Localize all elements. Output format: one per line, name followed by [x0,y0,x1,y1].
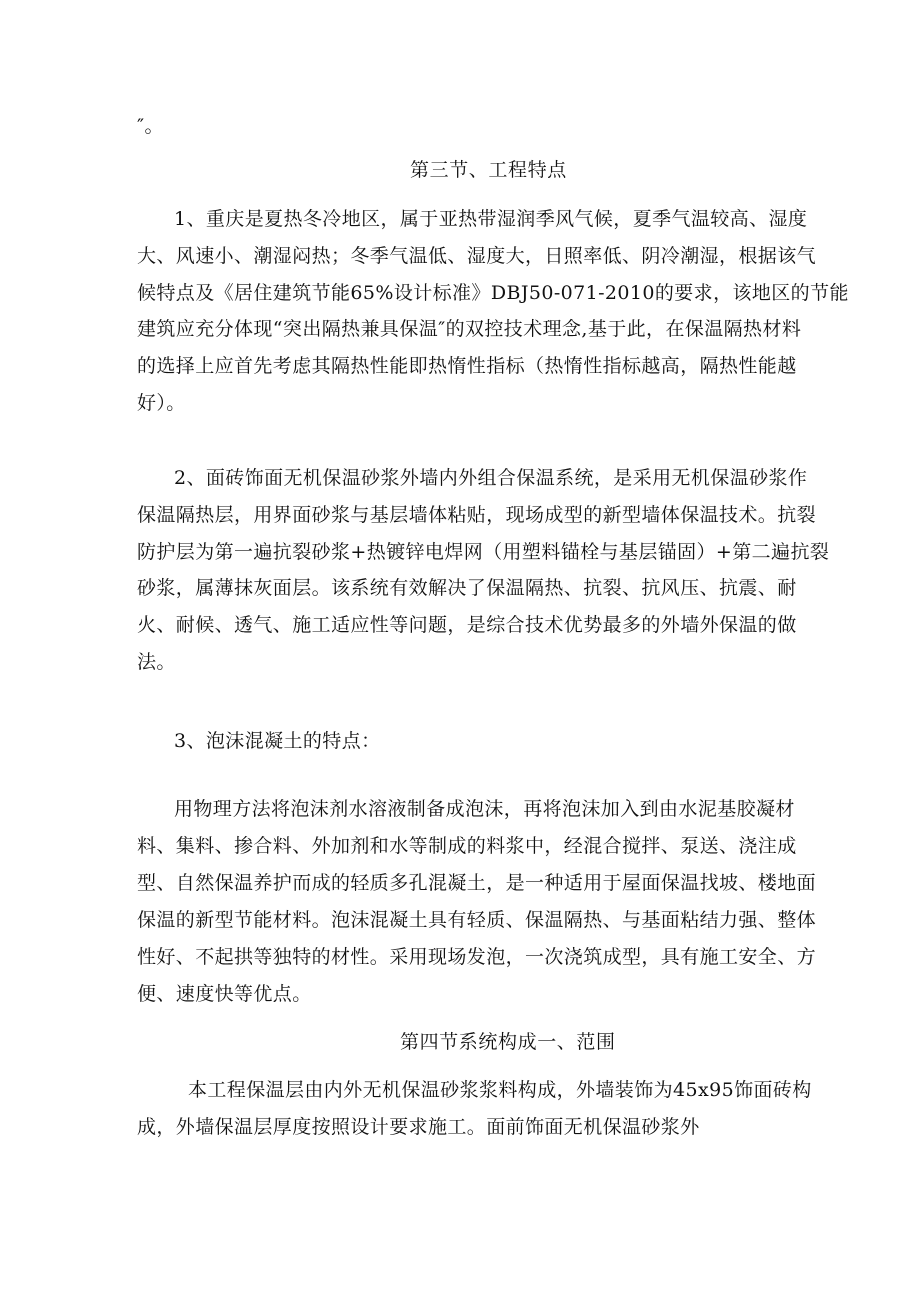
para3-line: 型、自然保温养护而成的轻质多孔混凝土，是一种适用于屋面保温找坡、楼地面 [137,872,817,894]
para2-line: 防护层为第一遍抗裂砂浆+热镀锌电焊网（用塑料锚栓与基层锚固）+第二遍抗裂 [137,541,830,563]
para4-line: 成，外墙保温层厚度按照设计要求施工。面前饰面无机保温砂浆外 [137,1116,700,1138]
para4-line: 本工程保温层由内外无机保温砂浆浆料构成，外墙装饰为45x95饰面砖构 [188,1079,812,1101]
para3-line: 保温的新型节能材料。泡沫混凝土具有轻质、保温隔热、与基面粘结力强、整体 [137,909,817,931]
text-fragment-top: ″。 [137,115,164,137]
section-4-title: 第四节系统构成一、范围 [400,1031,616,1053]
para2-line: 保温隔热层，用界面砂浆与基层墙体粘贴，现场成型的新型墙体保温技术。抗裂 [137,504,817,526]
section-3-title: 第三节、工程特点 [410,159,567,181]
para1-line: 大、风速小、潮湿闷热；冬季气温低、湿度大，日照率低、阴冷潮湿，根据该气 [137,245,817,267]
para2-line: 火、耐候、透气、施工适应性等问题，是综合技术优势最多的外墙外保温的做 [137,614,797,636]
para3-line: 性好、不起拱等独特的材性。采用现场发泡，一次浇筑成型，具有施工安全、方 [137,946,817,968]
para3-title: 3、泡沫混凝土的特点： [174,730,381,752]
para2-line: 砂浆，属薄抹灰面层。该系统有效解决了保温隔热、抗裂、抗风压、抗震、耐 [137,577,797,599]
para1-line: 候特点及《居住建筑节能65%设计标准》DBJ50-071-2010的要求，该地区的节能 [137,282,849,304]
para1-line: 建筑应充分体现“突出隔热兼具保温″的双控技术理念,基于此，在保温隔热材料 [137,318,802,340]
para1-line: 好）。 [137,392,186,414]
para1-line: 1、重庆是夏热冬冷地区，属于亚热带湿润季风气候，夏季气温较高、湿度 [174,208,808,230]
para2-line: 法。 [137,651,176,673]
para2-line: 2、面砖饰面无机保温砂浆外墙内外组合保温系统，是采用无机保温砂浆作 [174,467,808,489]
para3-line: 便、速度快等优点。 [137,983,312,1005]
para1-line: 的选择上应首先考虑其隔热性能即热惰性指标（热惰性指标越高，隔热性能越 [137,355,797,377]
para3-line: 料、集料、掺合料、外加剂和水等制成的料浆中，经混合搅拌、泵送、浇注成 [137,835,797,857]
para3-line: 用物理方法将泡沫剂水溶液制备成泡沫，再将泡沫加入到由水泥基胶凝材 [174,798,795,820]
